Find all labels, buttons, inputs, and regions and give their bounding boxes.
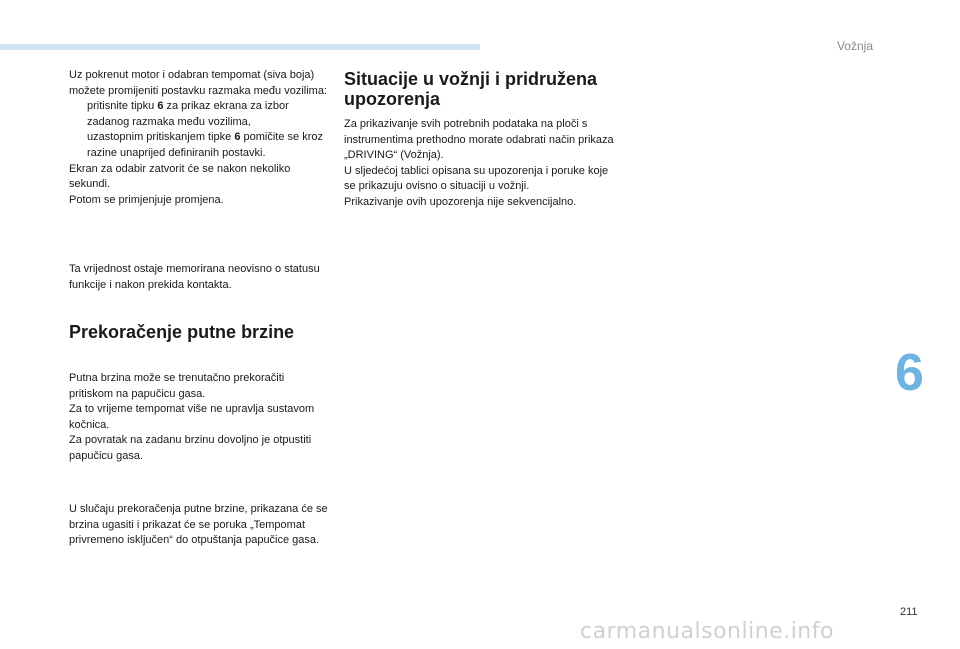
body-text: Putna brzina može se trenutačno prekoračiti pritiskom na papučicu gasa. xyxy=(69,372,285,400)
after-text: Potom se primjenjuje promjena. xyxy=(69,193,224,206)
overspeed-block xyxy=(69,371,331,465)
chapter-number: 6 xyxy=(895,344,924,402)
bullet-key: 6 xyxy=(157,100,164,113)
right-body-block xyxy=(344,117,614,211)
bullet-text: uzastopnim pritiskanjem tipke xyxy=(87,131,235,144)
intro-text: Uz pokrenut motor i odabran tempomat (siva boja) možete promijeniti postavku razmaka među vozilima: xyxy=(69,69,327,97)
section-heading: Prekoračenje putne brzine xyxy=(69,322,295,342)
section-heading: Situacije u vožnji i pridružena upozorenja xyxy=(344,69,598,109)
chapter-title: Vožnja xyxy=(836,39,873,53)
body-text: U slučaju prekoračenja putne brzine, prikazana će se brzina ugasiti i prikazat će se poruka „Tempomat privremeno isključen“ do otpuštanja papučice gasa. xyxy=(69,503,328,547)
bullet-text: pomičite se kroz razine unaprijed definiranih postavki. xyxy=(87,131,323,159)
page-number: 211 xyxy=(900,606,918,618)
body-text: Prikazivanje ovih upozorenja nije sekvencijalno. xyxy=(344,195,577,208)
bullet-text: za prikaz ekrana za izbor zadanog razmaka među vozilima, xyxy=(87,100,289,128)
overspeed-heading-block xyxy=(69,322,331,342)
memo-text: Ta vrijednost ostaje memorirana neovisno o statusu funkcije i nakon prekida kontakta. xyxy=(69,263,320,291)
body-text: Za prikazivanje svih potrebnih podataka na ploči s instrumentima prethodno morate odabrati način prikaza „DRIVING“ (Vožnja). xyxy=(344,118,614,162)
body-text: Za povratak na zadanu brzinu dovoljno je otpustiti papučicu gasa. xyxy=(69,434,312,462)
body-text: U sljedećoj tablici opisana su upozorenja i poruke koje se prikazuju ovisno o situaciji u vožnji. xyxy=(344,164,609,193)
left-column-intro xyxy=(69,68,331,208)
right-heading-block xyxy=(344,69,614,109)
overspeed-note-block xyxy=(69,502,331,549)
bullet-text: pritisnite tipku xyxy=(87,100,158,113)
bullet-item xyxy=(69,99,331,130)
watermark: carmanualsonline.info xyxy=(580,619,834,644)
bullet-marker xyxy=(69,130,87,161)
header-bar xyxy=(0,44,480,50)
after-text: Ekran za odabir zatvorit će se nakon nekoliko sekundi. xyxy=(69,162,291,191)
bullet-key: 6 xyxy=(234,131,241,144)
body-text: Za to vrijeme tempomat više ne upravlja sustavom kočnica. xyxy=(69,403,315,431)
bullet-item xyxy=(69,130,331,161)
bullet-marker xyxy=(69,99,87,130)
memo-block xyxy=(69,262,331,293)
